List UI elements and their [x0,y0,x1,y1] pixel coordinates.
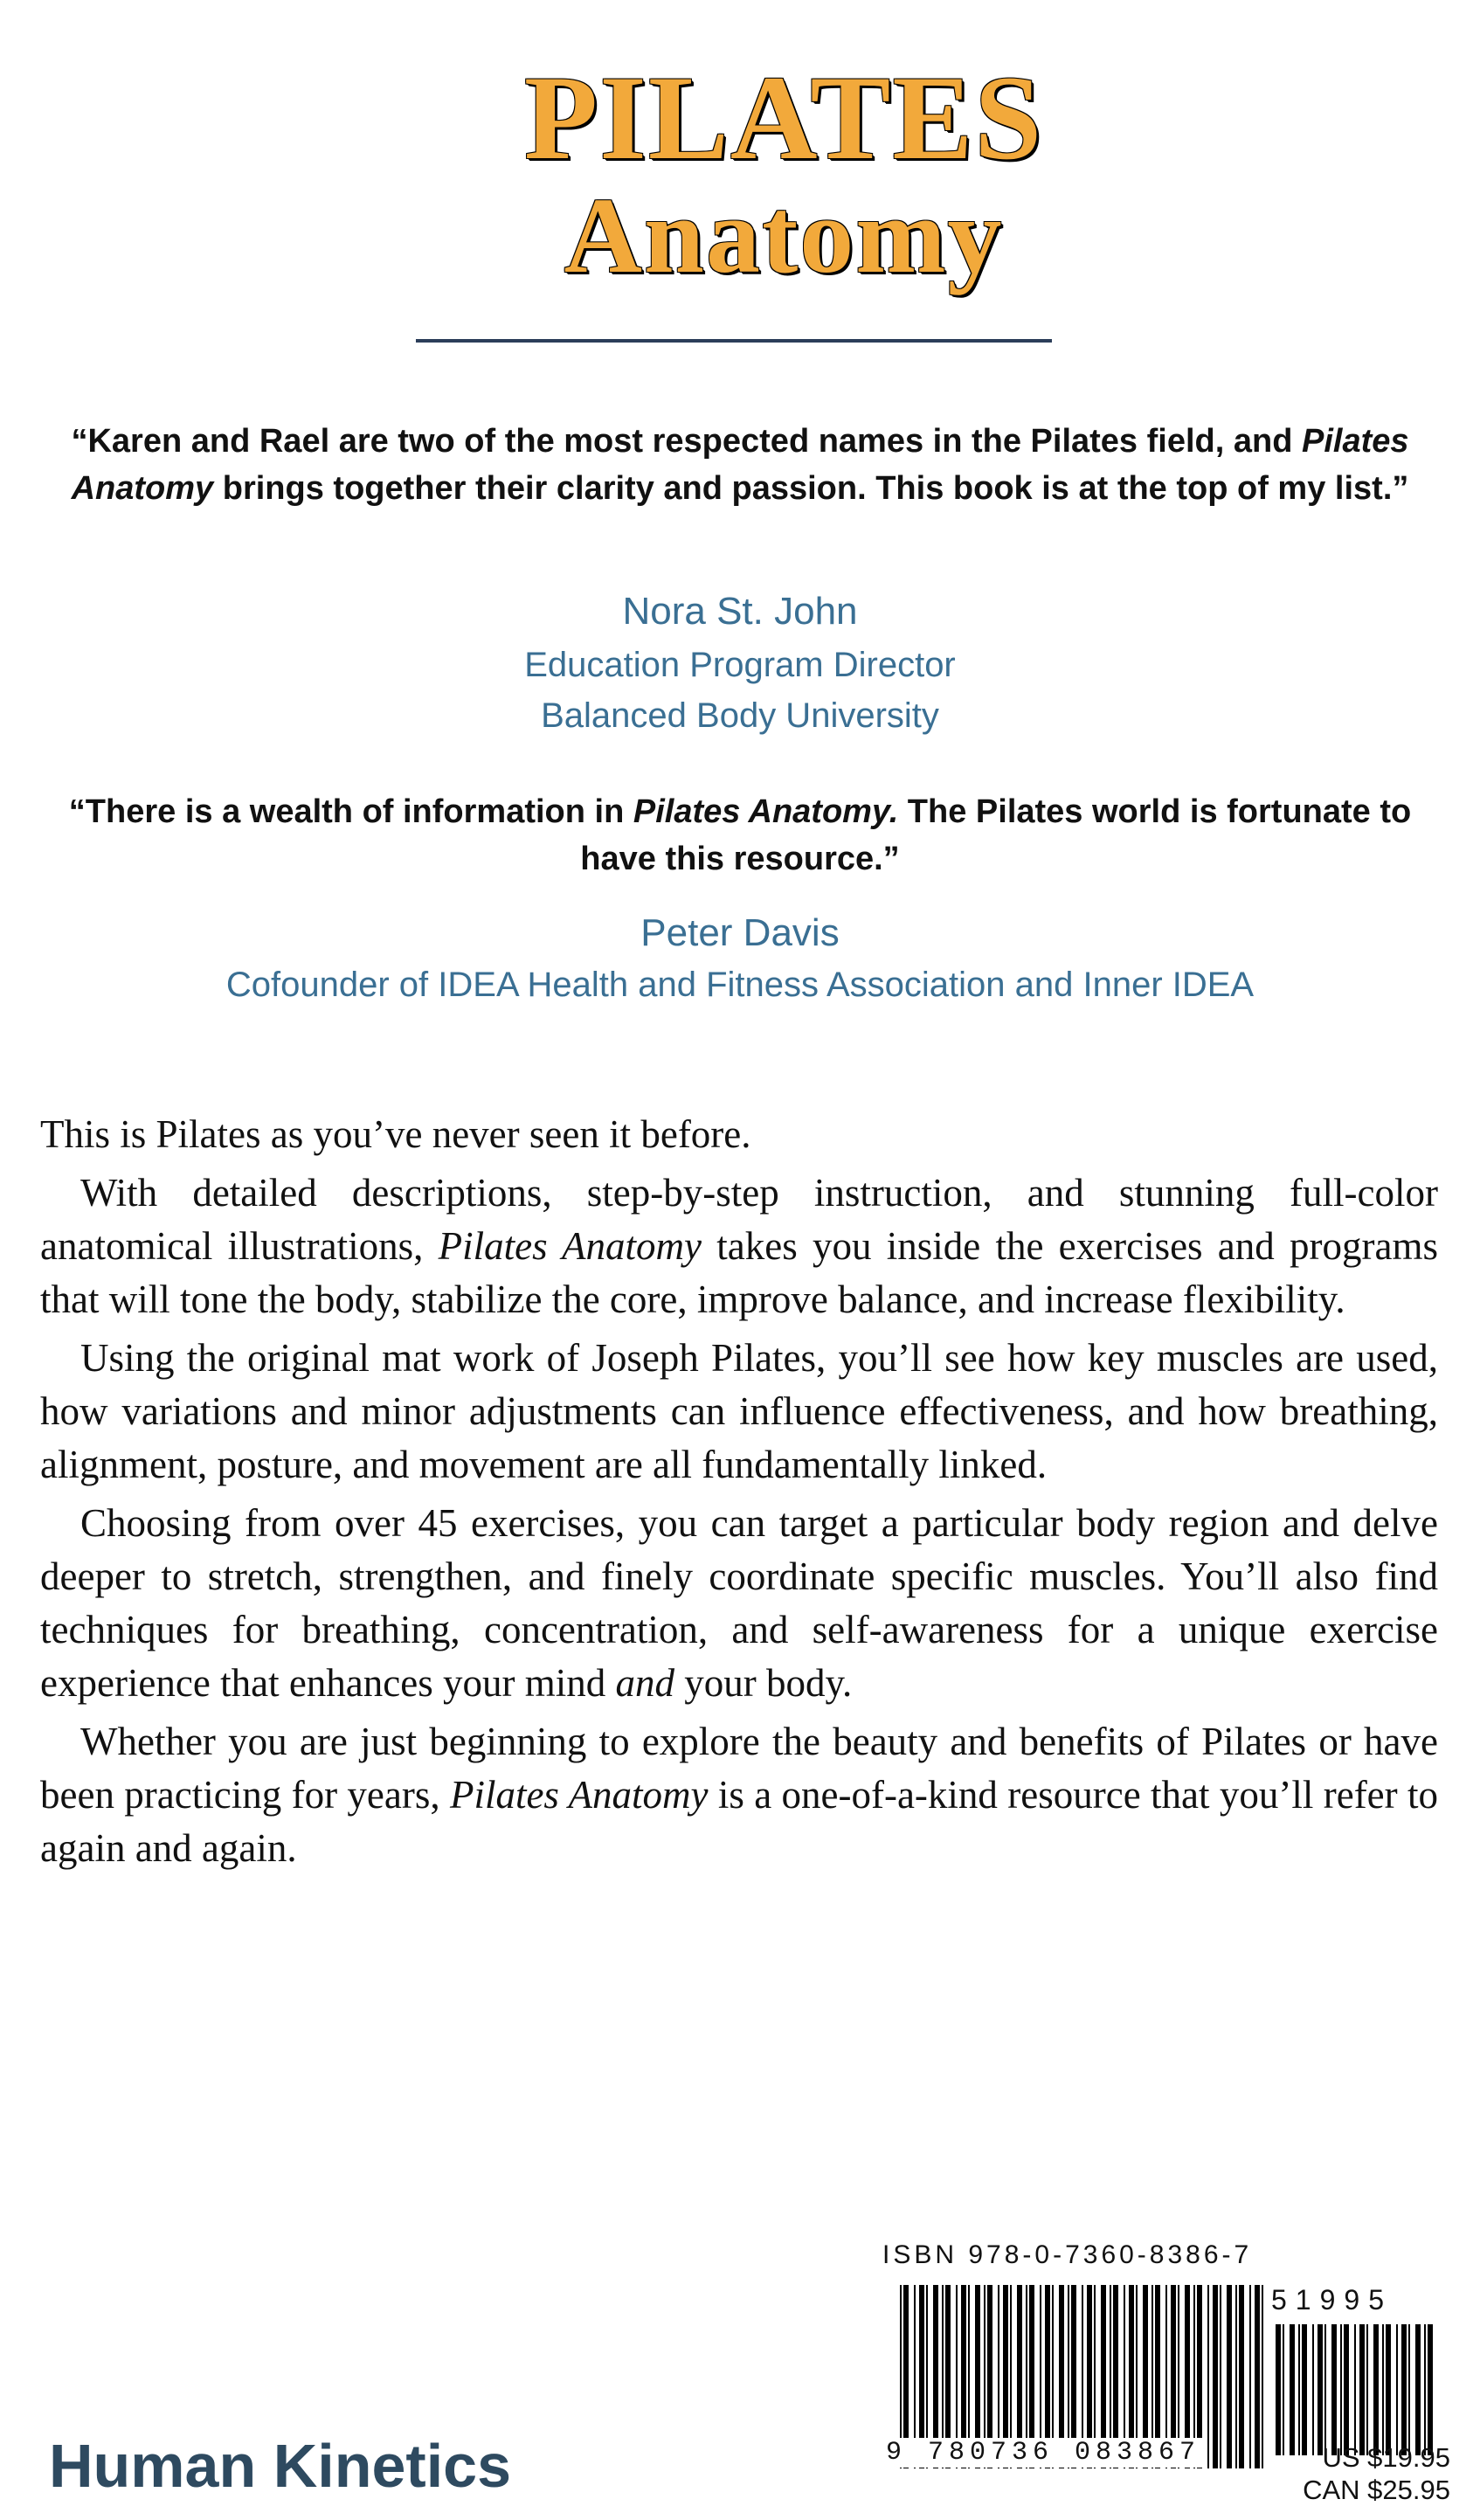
barcode-bar [1366,2324,1368,2455]
barcode-bar [1207,2285,1209,2468]
barcode-bar [1340,2324,1342,2455]
barcode-bar [1262,2285,1263,2468]
barcode-bar [1382,2324,1384,2455]
description-p2: With detailed descriptions, step-by-step instruction, and stunning full-color anatomical illustrations, Pilates Anatomy takes you inside the exercises and programs that will tone the body, stabilize the core, improve balance, and increase flexibility. [40,1171,1438,1321]
barcode-bar [1324,2324,1326,2455]
barcode-bar [1235,2285,1237,2468]
barcode-bar [1354,2324,1356,2455]
barcode-bar [1213,2285,1218,2468]
endorser-role-2: Cofounder of IDEA Health and Fitness Association and Inner IDEA [225,966,1255,1004]
barcode-digits: 9 780736 083867 [882,2438,1204,2468]
barcode-bar [1331,2324,1337,2455]
barcode-bar [1428,2324,1433,2455]
book-description [40,1108,1438,1875]
description-p5: Whether you are just beginning to explore the beauty and benefits of Pilates or have been practicing for years, Pilates Anatomy is a one-of-a-kind resource that you’ll refer to again and again. [40,1720,1438,1870]
barcode-bar [1220,2285,1221,2468]
barcode-bar [1396,2324,1398,2455]
price-can: CAN $25.95 [1303,2475,1450,2505]
endorsement-quote-1: “Karen and Rael are two of the most respected names in the Pilates field, and Pilates Anatomy brings together their clarity and passion. This book is at the top of my list.” [71,423,1409,507]
barcode-bar [1386,2324,1391,2455]
description-p3: Using the original mat work of Joseph Pilates, you’ll see how key muscles are used, how variations and minor adjustments can influence effectiveness, and how breathing, alignment, posture, and movement are all fundamentally linked. [40,1336,1438,1486]
barcode-bar [1302,2324,1307,2455]
endorser-name-1: Nora St. John [622,590,858,633]
endorser-role-1a: Education Program Director [524,646,956,684]
endorser-role-1b: Balanced Body University [541,696,939,735]
barcode-bar [1373,2324,1379,2455]
barcode-bar [1312,2324,1314,2455]
barcode-bar [1239,2285,1244,2468]
barcode-bar [1283,2324,1284,2455]
title-divider [416,339,1052,343]
barcode-bar [1255,2285,1260,2468]
price-us: US $19.95 [1322,2442,1450,2473]
barcode-bar [1408,2324,1410,2455]
endorsement-quote-2: “There is a wealth of information in Pilates Anatomy. The Pilates world is fortunate to have this resource.” [68,793,1412,877]
book-title-line2: Anatomy [564,176,1004,295]
barcode-bar [1249,2285,1251,2468]
isbn-label: ISBN 978-0-7360-8386-7 [882,2240,1253,2269]
barcode-bar [1401,2324,1407,2455]
description-p1: This is Pilates as you’ve never seen it before. [40,1112,751,1156]
barcode-bar [1290,2324,1295,2455]
endorser-name-2: Peter Davis [640,911,840,954]
barcode-bar [1276,2324,1281,2455]
description-p4: Choosing from over 45 exercises, you can target a particular body region and delve deeper to stretch, strengthen, and finely coordinate specific muscles. You’ll also find techniques for breathing, concentration, and self-awareness for a unique exercise experience that enhances your mind and your body. [40,1501,1438,1705]
barcode-bar [1227,2285,1232,2468]
barcode-bar [1415,2324,1421,2455]
barcode-bar [1344,2324,1349,2455]
barcode-bar [1317,2324,1323,2455]
barcode-bar [1359,2324,1365,2455]
price-addon-barcode [1276,2324,1433,2455]
addon-digits: 51995 [1271,2284,1393,2316]
barcode-bar [1298,2324,1300,2455]
barcode-bar [1424,2324,1426,2455]
publisher-name: Human Kinetics [49,2432,511,2500]
book-title-line1: PILATES [523,51,1044,184]
